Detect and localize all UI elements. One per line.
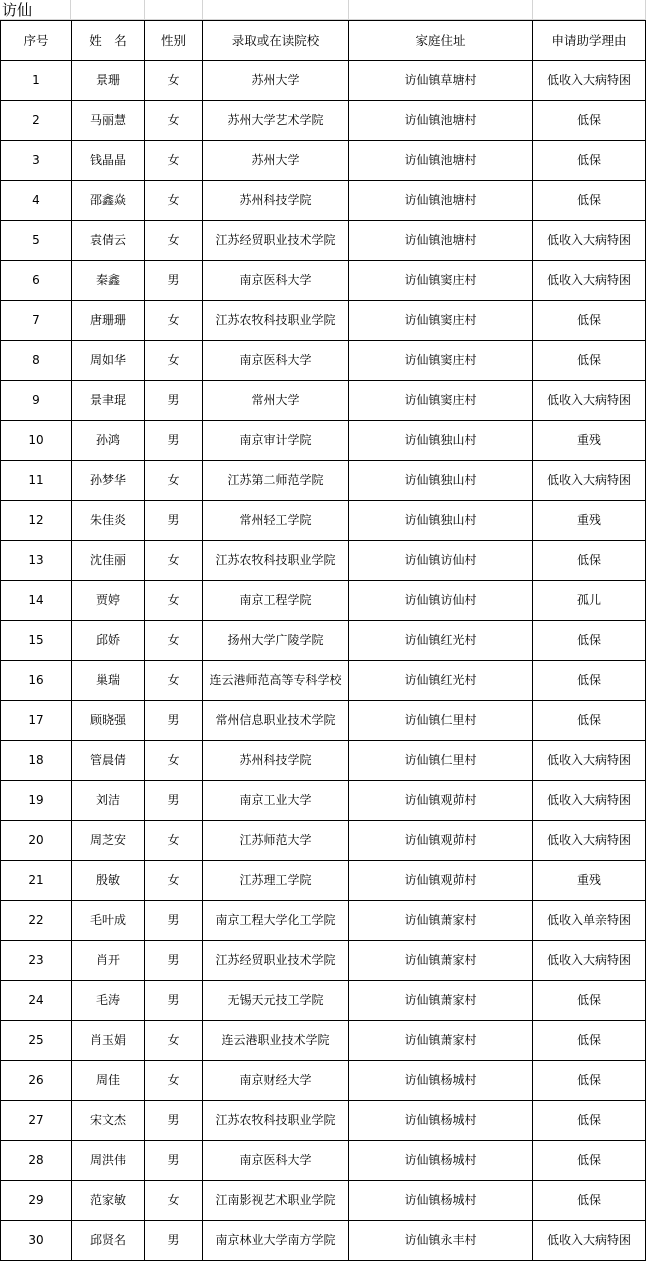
cell-address: 访仙镇池塘村	[349, 181, 533, 221]
cell-school: 苏州大学	[203, 141, 349, 181]
header-address: 家庭住址	[349, 21, 533, 61]
cell-name: 袁倩云	[72, 221, 145, 261]
header-reason: 申请助学理由	[533, 21, 646, 61]
cell-name: 范家敏	[72, 1181, 145, 1221]
cell-gender: 女	[145, 101, 203, 141]
cell-name: 周芝安	[72, 821, 145, 861]
table-row	[1, 781, 646, 821]
cell-name: 孙梦华	[72, 461, 145, 501]
cell-reason: 孤儿	[533, 581, 646, 621]
cell-address: 访仙镇观茆村	[349, 861, 533, 901]
cell-school: 扬州大学广陵学院	[203, 621, 349, 661]
header-school: 录取或在读院校	[203, 21, 349, 61]
table-row	[1, 181, 646, 221]
cell-index: 28	[1, 1141, 72, 1181]
cell-index: 3	[1, 141, 72, 181]
cell-reason: 低收入大病特困	[533, 781, 646, 821]
cell-address: 访仙镇红光村	[349, 661, 533, 701]
cell-name: 景聿琨	[72, 381, 145, 421]
cell-index: 15	[1, 621, 72, 661]
cell-reason: 低保	[533, 621, 646, 661]
cell-school: 江苏第二师范学院	[203, 461, 349, 501]
cell-address: 访仙镇池塘村	[349, 221, 533, 261]
cell-gender: 男	[145, 381, 203, 421]
cell-gender: 女	[145, 181, 203, 221]
cell-name: 肖开	[72, 941, 145, 981]
cell-gender: 女	[145, 1021, 203, 1061]
cell-reason: 低收入大病特困	[533, 381, 646, 421]
cell-school: 南京工程大学化工学院	[203, 901, 349, 941]
cell-gender: 男	[145, 781, 203, 821]
table-row	[1, 1101, 646, 1141]
cell-gender: 女	[145, 341, 203, 381]
cell-reason: 低保	[533, 701, 646, 741]
cell-school: 江苏农牧科技职业学院	[203, 1101, 349, 1141]
cell-school: 苏州大学	[203, 61, 349, 101]
cell-gender: 女	[145, 1181, 203, 1221]
cell-reason: 低收入大病特困	[533, 1221, 646, 1261]
table-row	[1, 661, 646, 701]
table-row	[1, 381, 646, 421]
cell-reason: 低保	[533, 541, 646, 581]
cell-address: 访仙镇观茆村	[349, 821, 533, 861]
cell-index: 8	[1, 341, 72, 381]
cell-school: 南京审计学院	[203, 421, 349, 461]
cell-address: 访仙镇池塘村	[349, 141, 533, 181]
table-row	[1, 741, 646, 781]
cell-school: 连云港师范高等专科学校	[203, 661, 349, 701]
cell-reason: 低收入大病特困	[533, 61, 646, 101]
cell-reason: 低保	[533, 1061, 646, 1101]
cell-reason: 低保	[533, 141, 646, 181]
table-row	[1, 141, 646, 181]
cell-reason: 低收入大病特困	[533, 261, 646, 301]
cell-name: 邱娇	[72, 621, 145, 661]
cell-name: 殷敏	[72, 861, 145, 901]
cell-address: 访仙镇窦庄村	[349, 381, 533, 421]
cell-index: 1	[1, 61, 72, 101]
cell-school: 苏州科技学院	[203, 741, 349, 781]
cell-index: 7	[1, 301, 72, 341]
table-row	[1, 301, 646, 341]
cell-school: 江苏农牧科技职业学院	[203, 301, 349, 341]
cell-name: 孙鸿	[72, 421, 145, 461]
cell-index: 2	[1, 101, 72, 141]
cell-school: 江苏理工学院	[203, 861, 349, 901]
header-gender: 性别	[145, 21, 203, 61]
cell-reason: 低保	[533, 341, 646, 381]
cell-index: 22	[1, 901, 72, 941]
cell-school: 南京林业大学南方学院	[203, 1221, 349, 1261]
cell-name: 管晨倩	[72, 741, 145, 781]
cell-gender: 女	[145, 1061, 203, 1101]
cell-school: 南京财经大学	[203, 1061, 349, 1101]
cell-address: 访仙镇萧家村	[349, 901, 533, 941]
table-body	[1, 61, 646, 1261]
cell-name: 周佳	[72, 1061, 145, 1101]
table-row	[1, 1141, 646, 1181]
cell-index: 10	[1, 421, 72, 461]
cell-name: 周洪伟	[72, 1141, 145, 1181]
cell-school: 南京工程学院	[203, 581, 349, 621]
cell-index: 27	[1, 1101, 72, 1141]
table-row	[1, 261, 646, 301]
table-row	[1, 621, 646, 661]
cell-reason: 低保	[533, 1141, 646, 1181]
cell-reason: 低收入单亲特困	[533, 901, 646, 941]
table-row	[1, 901, 646, 941]
cell-index: 12	[1, 501, 72, 541]
cell-gender: 男	[145, 901, 203, 941]
cell-index: 9	[1, 381, 72, 421]
cell-school: 江苏农牧科技职业学院	[203, 541, 349, 581]
cell-address: 访仙镇杨城村	[349, 1141, 533, 1181]
cell-reason: 低保	[533, 301, 646, 341]
cell-reason: 低保	[533, 101, 646, 141]
cell-name: 邱贤名	[72, 1221, 145, 1261]
header-index: 序号	[1, 21, 72, 61]
cell-address: 访仙镇杨城村	[349, 1101, 533, 1141]
cell-address: 访仙镇窦庄村	[349, 341, 533, 381]
cell-name: 马丽慧	[72, 101, 145, 141]
cell-index: 29	[1, 1181, 72, 1221]
table-row	[1, 501, 646, 541]
cell-index: 4	[1, 181, 72, 221]
spreadsheet-gridlines	[0, 0, 646, 20]
cell-address: 访仙镇杨城村	[349, 1061, 533, 1101]
cell-school: 常州轻工学院	[203, 501, 349, 541]
cell-index: 24	[1, 981, 72, 1021]
cell-reason: 低保	[533, 981, 646, 1021]
table-row	[1, 701, 646, 741]
cell-index: 23	[1, 941, 72, 981]
cell-gender: 男	[145, 981, 203, 1021]
sheet-title-row	[0, 0, 646, 20]
cell-school: 苏州大学艺术学院	[203, 101, 349, 141]
cell-address: 访仙镇独山村	[349, 461, 533, 501]
cell-index: 25	[1, 1021, 72, 1061]
cell-name: 邵鑫焱	[72, 181, 145, 221]
cell-address: 访仙镇红光村	[349, 621, 533, 661]
table-header-row	[1, 21, 646, 61]
cell-school: 南京医科大学	[203, 341, 349, 381]
cell-reason: 低收入大病特困	[533, 741, 646, 781]
cell-index: 18	[1, 741, 72, 781]
cell-index: 16	[1, 661, 72, 701]
cell-address: 访仙镇仁里村	[349, 741, 533, 781]
cell-gender: 男	[145, 261, 203, 301]
cell-gender: 女	[145, 301, 203, 341]
table-row	[1, 341, 646, 381]
cell-index: 21	[1, 861, 72, 901]
cell-index: 20	[1, 821, 72, 861]
cell-address: 访仙镇萧家村	[349, 981, 533, 1021]
cell-reason: 低保	[533, 661, 646, 701]
cell-address: 访仙镇访仙村	[349, 541, 533, 581]
cell-gender: 女	[145, 221, 203, 261]
cell-school: 无锡天元技工学院	[203, 981, 349, 1021]
cell-school: 常州大学	[203, 381, 349, 421]
cell-gender: 男	[145, 421, 203, 461]
cell-name: 钱晶晶	[72, 141, 145, 181]
cell-reason: 重残	[533, 421, 646, 461]
cell-gender: 女	[145, 821, 203, 861]
cell-name: 周如华	[72, 341, 145, 381]
cell-gender: 女	[145, 661, 203, 701]
table-row	[1, 221, 646, 261]
cell-gender: 男	[145, 501, 203, 541]
table-row	[1, 101, 646, 141]
cell-school: 江苏经贸职业技术学院	[203, 221, 349, 261]
cell-reason: 低收入大病特困	[533, 941, 646, 981]
cell-name: 刘洁	[72, 781, 145, 821]
cell-gender: 男	[145, 941, 203, 981]
cell-gender: 女	[145, 141, 203, 181]
cell-name: 肖玉娟	[72, 1021, 145, 1061]
cell-name: 顾晓强	[72, 701, 145, 741]
table-row	[1, 981, 646, 1021]
cell-index: 19	[1, 781, 72, 821]
cell-name: 景珊	[72, 61, 145, 101]
cell-name: 沈佳丽	[72, 541, 145, 581]
cell-address: 访仙镇观茆村	[349, 781, 533, 821]
cell-reason: 低收入大病特困	[533, 221, 646, 261]
cell-name: 毛涛	[72, 981, 145, 1021]
cell-name: 唐珊珊	[72, 301, 145, 341]
table-row	[1, 1221, 646, 1261]
cell-name: 巢瑞	[72, 661, 145, 701]
cell-gender: 女	[145, 461, 203, 501]
cell-reason: 低收入大病特困	[533, 821, 646, 861]
cell-gender: 男	[145, 1221, 203, 1261]
cell-index: 5	[1, 221, 72, 261]
cell-gender: 女	[145, 581, 203, 621]
cell-address: 访仙镇永丰村	[349, 1221, 533, 1261]
cell-address: 访仙镇独山村	[349, 421, 533, 461]
table-row	[1, 941, 646, 981]
header-name: 姓 名	[72, 21, 145, 61]
cell-address: 访仙镇池塘村	[349, 101, 533, 141]
cell-name: 贾婷	[72, 581, 145, 621]
cell-address: 访仙镇窦庄村	[349, 301, 533, 341]
cell-school: 常州信息职业技术学院	[203, 701, 349, 741]
cell-reason: 低保	[533, 1181, 646, 1221]
cell-reason: 低保	[533, 181, 646, 221]
cell-school: 南京医科大学	[203, 261, 349, 301]
cell-name: 秦鑫	[72, 261, 145, 301]
cell-address: 访仙镇萧家村	[349, 1021, 533, 1061]
cell-reason: 重残	[533, 861, 646, 901]
cell-index: 14	[1, 581, 72, 621]
cell-index: 6	[1, 261, 72, 301]
student-aid-table	[0, 20, 646, 1261]
cell-address: 访仙镇窦庄村	[349, 261, 533, 301]
cell-gender: 女	[145, 861, 203, 901]
cell-school: 南京医科大学	[203, 1141, 349, 1181]
table-row	[1, 1061, 646, 1101]
cell-reason: 低保	[533, 1101, 646, 1141]
cell-address: 访仙镇萧家村	[349, 941, 533, 981]
cell-school: 南京工业大学	[203, 781, 349, 821]
table-row	[1, 541, 646, 581]
cell-gender: 男	[145, 701, 203, 741]
cell-address: 访仙镇仁里村	[349, 701, 533, 741]
cell-index: 17	[1, 701, 72, 741]
cell-school: 江苏经贸职业技术学院	[203, 941, 349, 981]
table-row	[1, 1181, 646, 1221]
cell-name: 朱佳炎	[72, 501, 145, 541]
cell-gender: 男	[145, 1101, 203, 1141]
cell-school: 江南影视艺术职业学院	[203, 1181, 349, 1221]
cell-gender: 女	[145, 61, 203, 101]
cell-gender: 男	[145, 1141, 203, 1181]
cell-index: 30	[1, 1221, 72, 1261]
cell-reason: 重残	[533, 501, 646, 541]
table-row	[1, 61, 646, 101]
table-row	[1, 581, 646, 621]
table-row	[1, 421, 646, 461]
cell-index: 26	[1, 1061, 72, 1101]
cell-name: 毛叶成	[72, 901, 145, 941]
cell-gender: 女	[145, 741, 203, 781]
cell-school: 连云港职业技术学院	[203, 1021, 349, 1061]
cell-address: 访仙镇杨城村	[349, 1181, 533, 1221]
cell-address: 访仙镇草塘村	[349, 61, 533, 101]
table-row	[1, 461, 646, 501]
cell-reason: 低保	[533, 1021, 646, 1061]
cell-gender: 女	[145, 621, 203, 661]
cell-gender: 女	[145, 541, 203, 581]
sheet-title: 访仙	[2, 1, 33, 19]
cell-school: 苏州科技学院	[203, 181, 349, 221]
cell-name: 宋文杰	[72, 1101, 145, 1141]
cell-address: 访仙镇独山村	[349, 501, 533, 541]
cell-index: 13	[1, 541, 72, 581]
cell-reason: 低收入大病特困	[533, 461, 646, 501]
cell-school: 江苏师范大学	[203, 821, 349, 861]
cell-index: 11	[1, 461, 72, 501]
cell-address: 访仙镇访仙村	[349, 581, 533, 621]
table-row	[1, 821, 646, 861]
table-row	[1, 1021, 646, 1061]
table-row	[1, 861, 646, 901]
